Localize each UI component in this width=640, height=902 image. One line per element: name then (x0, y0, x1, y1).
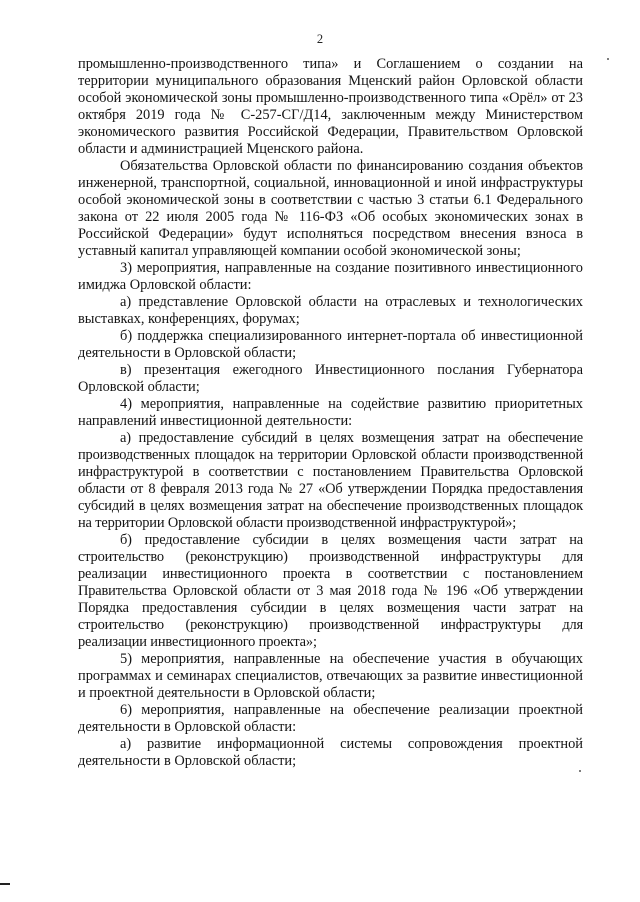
document-body (78, 56, 583, 770)
paragraph-item-3c: в) презентация ежегодного Инвестиционного послания Губернатора Орловской области; (78, 362, 583, 395)
paragraph-item-4: 4) мероприятия, направленные на содействие развитию приоритетных направлений инвестиционной деятельности: (78, 396, 583, 429)
scan-speck (607, 58, 609, 60)
paragraph-item-3b: б) поддержка специализированного интернет-портала об инвестиционной деятельности в Орловской области; (78, 328, 583, 361)
paragraph-item-3: 3) мероприятия, направленные на создание позитивного инвестиционного имиджа Орловской области: (78, 260, 583, 293)
paragraph-obligations: Обязательства Орловской области по финансированию создания объектов инженерной, транспортной, социальной, инновационной и иной инфраструктуры особой экономической зоны в соответствии с частью 3 статьи 6.1 Федерального закона от 22 июля 2005 года № 116-ФЗ «Об особых экономических зонах в Российской Федерации» будут исполняться посредством внесения взноса в уставный капитал управляющей компании особой экономической зоны; (78, 158, 583, 259)
paragraph-item-3a: а) представление Орловской области на отраслевых и технологических выставках, конференциях, форумах; (78, 294, 583, 327)
page-number: 2 (316, 32, 324, 46)
paragraph-agreement-continuation: промышленно-производственного типа» и Соглашением о создании на территории муниципального образования Мценский район Орловской области особой экономической зоны промышленно-производственного типа «Орёл» от 23 октября 2019 года № С-257-СГ/Д14, заключенным между Министерством экономического развития Российской Федерации, Правительством Орловской области и администрацией Мценского района. (78, 56, 583, 157)
paragraph-item-4a: а) предоставление субсидий в целях возмещения затрат на обеспечение производственных площадок на территории Орловской области производственной инфраструктурой в соответствии с постановлением Правительства Орловской области от 8 февраля 2013 года № 27 «Об утверждении Порядка предоставления субсидий в целях возмещения затрат на обеспечение производственных площадок на территории Орловской области производственной инфраструктурой»; (78, 430, 583, 531)
scan-edge-mark (0, 883, 10, 885)
scan-speck (579, 770, 581, 772)
paragraph-item-5: 5) мероприятия, направленные на обеспечение участия в обучающих программах и семинарах специалистов, отвечающих за развитие инвестиционной и проектной деятельности в Орловской области; (78, 651, 583, 701)
paragraph-item-6a: а) развитие информационной системы сопровождения проектной деятельности в Орловской области; (78, 736, 583, 769)
paragraph-item-4b: б) предоставление субсидии в целях возмещения части затрат на строительство (реконструкцию) производственной инфраструктуры для реализации инвестиционного проекта в соответствии с постановлением Правительства Орловской области от 3 мая 2018 года № 196 «Об утверждении Порядка предоставления субсидии в целях возмещения части затрат на строительство (реконструкцию) производственной инфраструктуры для реализации инвестиционного проекта»; (78, 532, 583, 650)
paragraph-item-6: 6) мероприятия, направленные на обеспечение реализации проектной деятельности в Орловской области: (78, 702, 583, 735)
